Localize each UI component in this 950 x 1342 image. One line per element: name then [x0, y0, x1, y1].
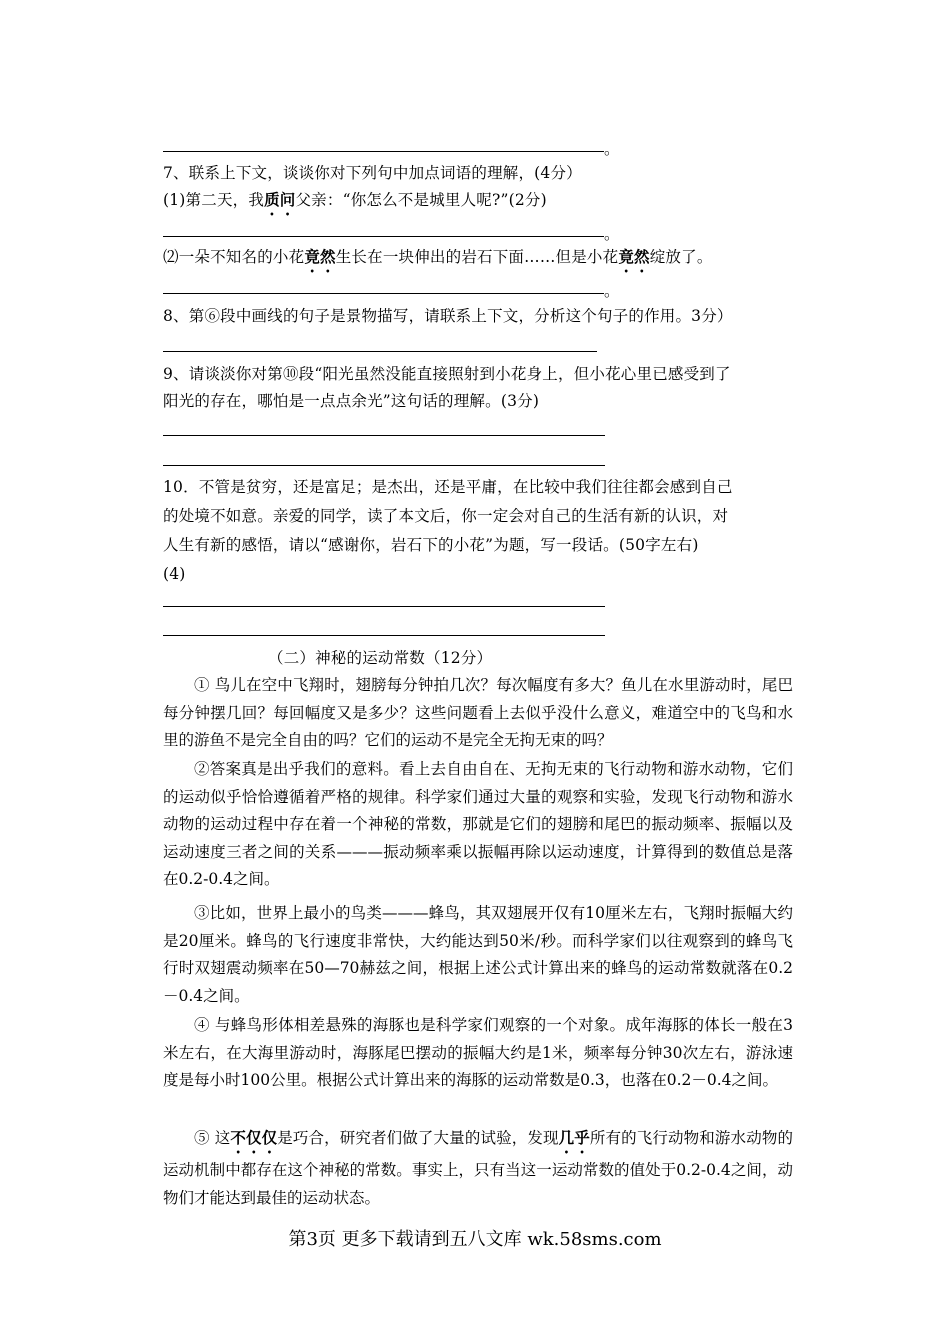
q7-s1-prefix: (1)第二天，我 — [163, 191, 265, 209]
section-heading: （二）神秘的运动常数（12分） — [268, 649, 493, 667]
answer-line — [163, 236, 604, 237]
paragraph-4: ④ 与蜂鸟形体相差悬殊的海豚也是科学家们观察的一个对象。成年海豚的体长一般在3米左右，在大海里游动时，海豚尾巴摆动的振幅大约是1米，频率每分钟30次左右，游泳速度是每小时100公里。根据公式计算出来的海豚的运动常数是0.3，也落在0.2－0.4之间。 — [163, 1016, 793, 1089]
question-10-line-3: 人生有新的感悟，请以“感谢你，岩石下的小花”为题，写一段话。(50字左右) — [163, 536, 699, 554]
answer-line — [163, 435, 605, 436]
answer-line — [163, 465, 605, 466]
q7-s2-middle: 生长在一块伸出的岩石下面……但是小花 — [335, 248, 619, 266]
paragraph-5 — [163, 1124, 793, 1212]
question-10-line-1: 10．不管是贫穷，还是富足；是杰出，还是平庸，在比较中我们往往都会感到自己 — [163, 478, 733, 496]
question-9-line-2: 阳光的存在，哪怕是一点点余光”这句话的理解。(3分) — [163, 392, 540, 410]
q7-s2-prefix: ⑵一朵不知名的小花 — [163, 248, 305, 266]
paragraph-2: ②答案真是出乎我们的意料。看上去自由自在、无拘无束的飞行动物和游水动物，它们的运动似乎恰恰遵循着严格的规律。科学家们通过大量的观察和实验，发现飞行动物和游水动物的运动过程中存在着一个神秘的常数，那就是它们的翅膀和尾巴的振动频率、振幅以及运动速度三者之间的关系———振动频率乘以振幅再除以运动速度，计算得到的数值总是落在0.2-0.4之间。 — [163, 760, 793, 888]
p5-middle: 是巧合，研究者们做了大量的试验，发现 — [277, 1129, 559, 1147]
answer-line — [163, 351, 597, 352]
question-8-stem: 8、第⑥段中画线的句子是景物描写，请联系上下文，分析这个句子的作用。3分） — [163, 307, 733, 325]
dotted-word-jingran-1: 竟然 — [304, 247, 336, 266]
question-10-line-4: (4) — [163, 565, 186, 583]
dotted-word-jihu: 几乎 — [558, 1128, 590, 1147]
question-7-stem: 7、联系上下文，谈谈你对下列句中加点词语的理解，(4分） — [163, 164, 582, 182]
answer-line — [163, 293, 604, 294]
p5-suffix: 所有的飞行动物和游水动物的运动机制中都存在这个神秘的常数。事实上，只有当这一运动常数的值处于0.2-0.4之间，动物们才能达到最佳的运动状态。 — [163, 1129, 793, 1207]
dotted-word-zhiwen: 质问 — [264, 190, 296, 209]
answer-line — [163, 606, 605, 607]
period-mark: 。 — [604, 282, 620, 300]
period-mark: 。 — [604, 225, 620, 243]
question-9-line-1: 9、请谈淡你对第⑩段“阳光虽然没能直接照射到小花身上，但小花心里已感受到了 — [163, 365, 731, 383]
paragraph-1: ① 鸟儿在空中飞翔时，翅膀每分钟拍几次？每次幅度有多大？鱼儿在水里游动时，尾巴每分钟摆几回？每回幅度又是多少？这些问题看上去似乎没什么意义，难道空中的飞鸟和水里的游鱼不是完全自由的吗？它们的运动不是完全无拘无束的吗？ — [163, 676, 793, 749]
dotted-word-jingran-2: 竟然 — [618, 247, 650, 266]
paragraph-3: ③比如，世界上最小的鸟类———蜂鸟，其双翅展开仅有10厘米左右，飞翔时振幅大约是20厘米。蜂鸟的飞行速度非常快，大约能达到50米/秒。而科学家们以往观察到的蜂鸟飞行时双翅震动频率在50—70赫兹之间，根据上述公式计算出来的蜂鸟的运动常数就落在0.2－0.4之间。 — [163, 904, 793, 1005]
page-footer: 第3页 更多下载请到五八文库 wk.58sms.com — [288, 1229, 662, 1250]
question-7-sub-2 — [163, 247, 713, 276]
answer-line — [163, 151, 604, 152]
q7-s2-suffix: 绽放了。 — [649, 248, 713, 266]
period-mark: 。 — [604, 140, 620, 158]
question-10-line-2: 的处境不如意。亲爱的同学，读了本文后，你一定会对自己的生活有新的认识，对 — [163, 507, 729, 525]
answer-line — [163, 635, 605, 636]
q7-s1-suffix: 父亲：“你怎么不是城里人呢?”(2分) — [295, 191, 547, 209]
question-7-sub-1 — [163, 190, 547, 219]
dotted-word-bujinjin: 不仅仅 — [230, 1128, 278, 1147]
p5-prefix: ⑤ 这 — [194, 1129, 231, 1147]
